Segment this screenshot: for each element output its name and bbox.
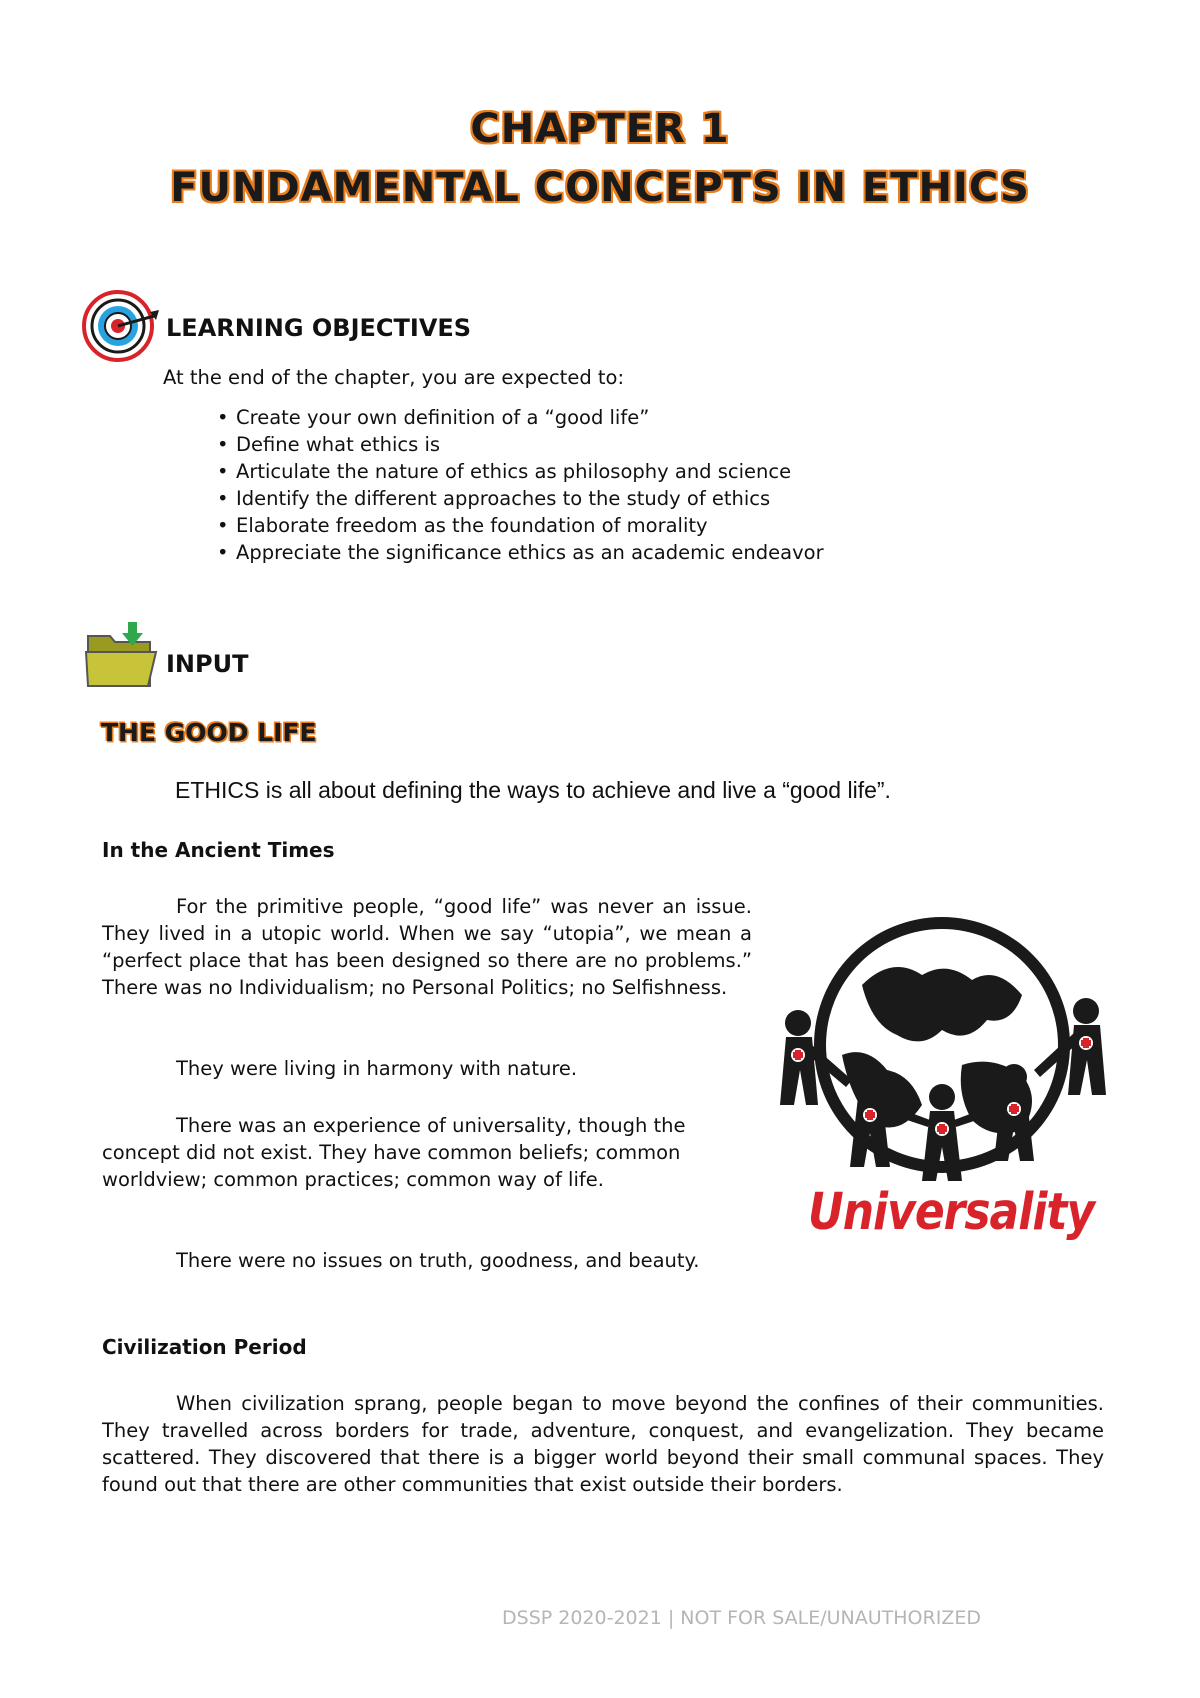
objectives-list xyxy=(217,404,824,566)
ancient-heading: In the Ancient Times xyxy=(102,838,335,862)
ancient-paragraph-4: There were no issues on truth, goodness, and beauty. xyxy=(176,1249,700,1272)
input-heading: INPUT xyxy=(166,650,249,678)
folder-download-icon xyxy=(84,622,160,690)
list-item: • Articulate the nature of ethics as philosophy and science xyxy=(217,458,824,485)
list-item: • Elaborate freedom as the foundation of morality xyxy=(217,512,824,539)
ancient-paragraph-1: For the primitive people, “good life” was never an issue. They lived in a utopic world. When we say “utopia”, we mean a “perfect place that has been designed so there are no problems.” There was no Individualism; no Personal Politics; no Selfishness. xyxy=(102,895,752,999)
ancient-paragraph-3: There was an experience of universality, though the concept did not exist. They have common beliefs; common worldview; common practices; common way of life. xyxy=(102,1114,686,1191)
target-icon xyxy=(82,290,160,362)
list-item: • Define what ethics is xyxy=(217,431,824,458)
civilization-heading: Civilization Period xyxy=(102,1335,307,1359)
chapter-label: CHAPTER 1 xyxy=(470,106,730,152)
footer-text: DSSP 2020-2021 | NOT FOR SALE/UNAUTHORIZED xyxy=(502,1607,981,1629)
list-item: • Identify the different approaches to the study of ethics xyxy=(217,485,824,512)
objectives-intro: At the end of the chapter, you are expected to: xyxy=(163,366,625,389)
good-life-heading: THE GOOD LIFE xyxy=(101,718,317,747)
good-life-lead: ETHICS is all about defining the ways to achieve and live a “good life”. xyxy=(175,777,891,803)
chapter-title: FUNDAMENTAL CONCEPTS IN ETHICS xyxy=(170,165,1030,211)
list-item: • Create your own definition of a “good life” xyxy=(217,404,824,431)
list-item: • Appreciate the significance ethics as an academic endeavor xyxy=(217,539,824,566)
objectives-heading: LEARNING OBJECTIVES xyxy=(166,314,472,342)
ancient-paragraph-2: They were living in harmony with nature. xyxy=(176,1057,578,1080)
civilization-paragraph: When civilization sprang, people began to move beyond the confines of their communities. They travelled across borders for trade, adventure, conquest, and evangelization. They became scattered. They discovered that there is a bigger world beyond their small communal spaces. They found out that there are other communities that exist outside their borders. xyxy=(102,1392,1104,1496)
illustration-caption: Universality xyxy=(808,1183,1095,1242)
universality-illustration xyxy=(772,905,1112,1259)
